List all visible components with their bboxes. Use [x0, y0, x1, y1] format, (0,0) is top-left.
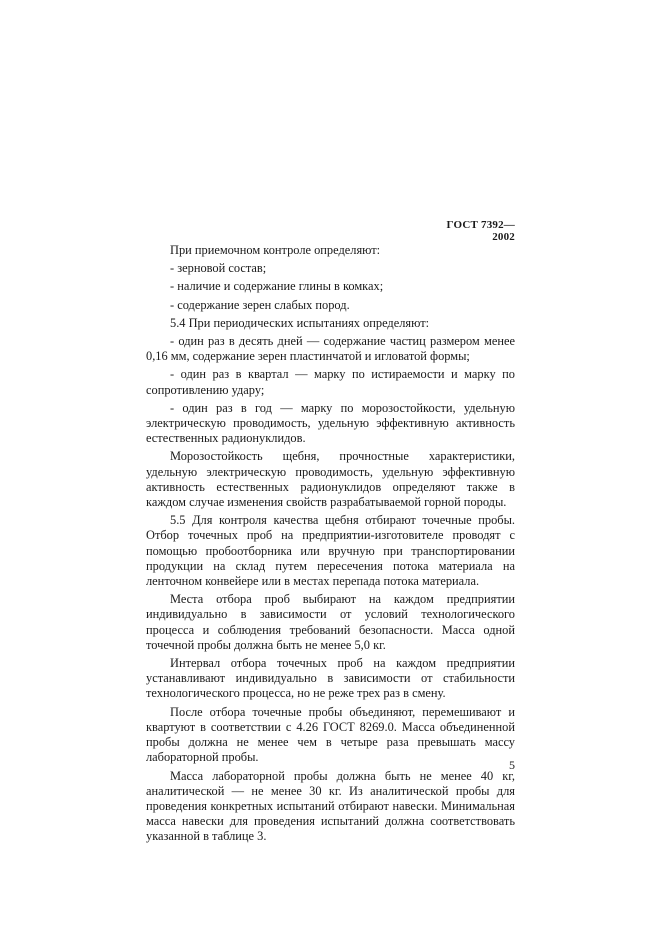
paragraph: При приемочном контроле определяют:	[170, 243, 381, 257]
paragraph: - наличие и содержание глины в комках;	[170, 279, 384, 294]
paragraph: - один раз в год — марку по морозостойкости, удельную электрическую проводимость, удельную эффективную активность естественных радионуклидов.	[146, 400, 515, 446]
paragraph: - зерновой состав;	[170, 261, 267, 276]
paragraph: Интервал отбора точечных проб на каждом предприятии устанавливают индивидуально в зависимости от стабильности технологического процесса, но не реже трех раз в смену.	[146, 656, 515, 701]
page-number: 5	[509, 758, 515, 772]
paragraph: - один раз в квартал — марку по истираемости и марку по сопротивлению удару;	[146, 367, 515, 397]
paragraph: Морозостойкость щебня, прочностные характеристики, удельную электрическую проводимость, удельную эффективную активность естественных радионуклидов определяют также в каждом случае изменения свойств разрабатываемой горной породы.	[146, 449, 515, 510]
paragraph: Места отбора проб выбирают на каждом предприятии индивидуально в зависимости от условий технологического процесса и соблюдения требований безопасности. Масса одной точечной пробы должна быть не менее 5,0 кг.	[146, 592, 515, 652]
paragraph: После отбора точечные пробы объединяют, перемешивают и квартуют в соответствии с 4.26 ГОСТ 8269.0. Масса объединенной пробы должна не менее чем в четыре раза превышать массу лабораторной пробы.	[146, 704, 515, 765]
paragraph: - содержание зерен слабых пород.	[170, 297, 350, 312]
paragraph: - один раз в десять дней — содержание частиц размером менее 0,16 мм, содержание зерен пластинчатой и игловатой формы;	[146, 334, 515, 364]
paragraph: 5.4 При периодических испытаниях определяют:	[170, 315, 430, 330]
paragraph: Масса лабораторной пробы должна быть не менее 40 кг, аналитической — не менее 30 кг. Из аналитической пробы для проведения конкретных испытаний отбирают навески. Минимальная масса навески для проведения испытаний должна соответствовать указанной в таблице 3.	[146, 768, 515, 844]
document-body	[146, 243, 515, 848]
paragraph: 5.5 Для контроля качества щебня отбирают точечные пробы. Отбор точечных проб на предприятии-изготовителе проводят с помощью пробоотборника или вручную при транспортировании продукции на склад путем пересечения потока материала на ленточном конвейере или в местах перепада потока материала.	[146, 513, 515, 589]
document-header: ГОСТ 7392—2002	[446, 219, 515, 243]
